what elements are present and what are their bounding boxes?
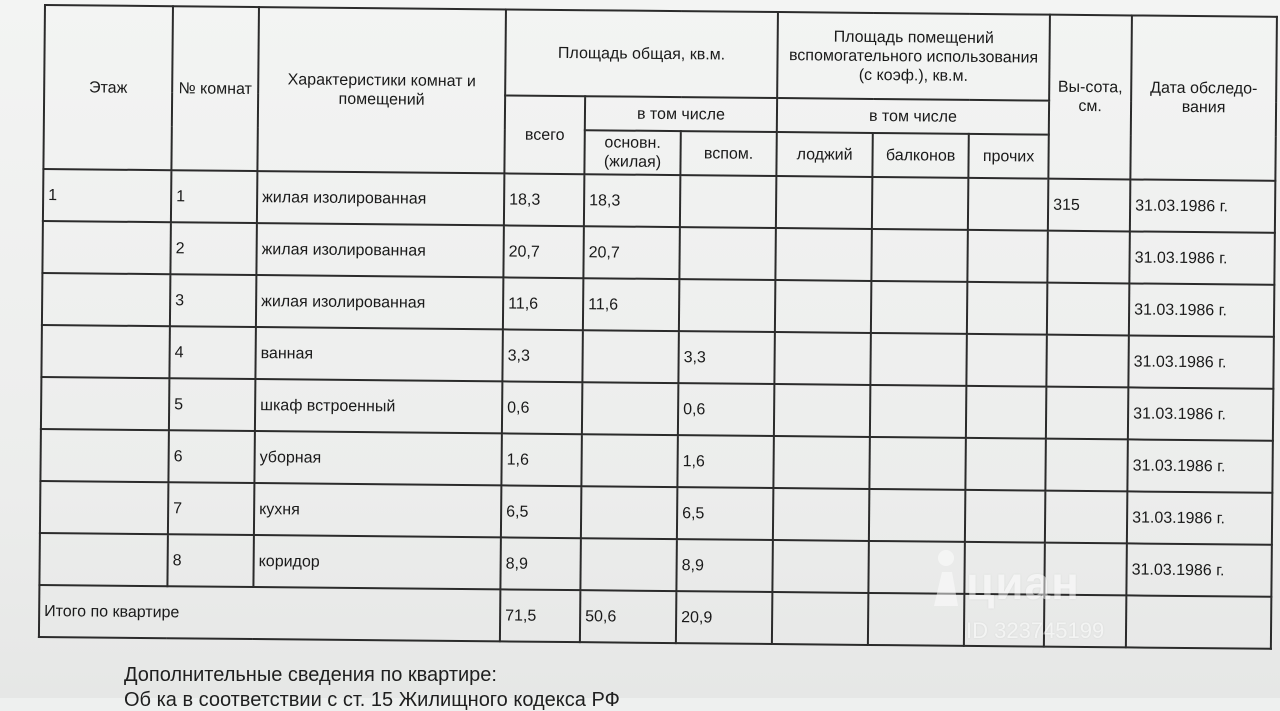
cell-room-no: 2 (170, 222, 256, 275)
cell-height (1045, 439, 1127, 492)
cell-date: 31.03.1986 г. (1127, 439, 1272, 492)
cell-height (1047, 231, 1129, 284)
cell-total: 18,3 (504, 173, 584, 226)
cell-other (964, 542, 1044, 595)
header-loggias: лоджий (776, 132, 872, 177)
cell-loggias (773, 436, 869, 489)
cell-room-name: коридор (253, 535, 500, 589)
cell-loggias (775, 228, 871, 281)
cell-room-name: жилая изолированная (257, 171, 504, 225)
cell-floor (40, 481, 168, 534)
header-auxiliary: вспом. (680, 131, 776, 176)
header-total-area: Площадь общая, кв.м. (505, 9, 778, 98)
cell-aux: 0,6 (678, 383, 775, 436)
cell-aux: 3,3 (678, 331, 775, 384)
cell-aux: 6,5 (677, 487, 774, 540)
header-height: Вы-сота, см. (1048, 15, 1132, 180)
cell-date: 31.03.1986 г. (1129, 283, 1274, 336)
header-characteristics: Характеристики комнат и помещений (257, 7, 506, 173)
cell-date: 31.03.1986 г. (1129, 231, 1274, 284)
cell-room-no: 5 (169, 378, 255, 431)
cell-height (1045, 491, 1127, 544)
watermark-id: ID 323745199 (966, 618, 1105, 643)
cell-main (581, 486, 677, 539)
cell-room-name: шкаф встроенный (255, 379, 502, 433)
cell-main (582, 330, 678, 383)
cell-room-name: ванная (255, 327, 502, 381)
cell-room-no: 3 (170, 274, 256, 327)
cell-other (965, 438, 1045, 491)
additional-info-line: Об ка в соответствии с ст. 15 Жилищного кодекса РФ (124, 689, 620, 711)
totals-aux: 20,9 (676, 591, 773, 644)
cell-total: 11,6 (503, 277, 583, 330)
cell-aux (679, 279, 776, 332)
cell-floor (41, 325, 169, 378)
header-floor: Этаж (43, 5, 173, 170)
cell-height: 315 (1048, 179, 1130, 232)
header-survey-date: Дата обследо-вания (1130, 15, 1277, 180)
cell-height (1046, 387, 1128, 440)
cell-other (965, 490, 1045, 543)
cell-balconies (872, 177, 968, 230)
cell-height (1047, 283, 1129, 336)
header-aux-area: Площадь помещений вспомогательного использования (с коэф.), кв.м. (777, 12, 1050, 101)
cell-total: 3,3 (502, 329, 582, 382)
apartment-explication-table (38, 4, 1278, 650)
cell-main (582, 382, 678, 435)
cell-main: 18,3 (584, 174, 680, 227)
cell-loggias (774, 332, 870, 385)
cell-balconies (868, 541, 964, 594)
cell-loggias (774, 384, 870, 437)
cell-height (1046, 335, 1128, 388)
cell-aux: 1,6 (677, 435, 774, 488)
cell-room-no: 7 (168, 482, 254, 535)
additional-info-heading: Дополнительные сведения по квартире: (124, 664, 497, 686)
cell-loggias (772, 540, 868, 593)
totals-height (1044, 595, 1126, 648)
cell-total: 20,7 (503, 225, 583, 278)
cell-height (1044, 543, 1126, 596)
cell-main (581, 434, 677, 487)
cell-aux (679, 227, 776, 280)
cell-room-name: жилая изолированная (256, 275, 503, 329)
cell-room-no: 4 (169, 326, 255, 379)
header-incl: в том числе (585, 96, 777, 132)
totals-balconies (868, 593, 964, 646)
header-balconies: балконов (872, 133, 968, 178)
cell-date: 31.03.1986 г. (1128, 335, 1273, 388)
cell-date: 31.03.1986 г. (1130, 179, 1275, 232)
totals-date (1126, 595, 1271, 648)
cell-room-no: 8 (167, 534, 253, 587)
header-aux-incl: в том числе (777, 98, 1049, 135)
totals-row (39, 585, 1271, 649)
cell-loggias (776, 176, 872, 229)
cell-room-no: 1 (171, 170, 257, 223)
cell-balconies (870, 333, 966, 386)
cell-other (967, 282, 1047, 335)
header-room-no: № комнат (171, 6, 259, 171)
cell-total: 0,6 (502, 381, 582, 434)
cell-room-no: 6 (168, 430, 254, 483)
cell-total: 8,9 (500, 537, 580, 590)
cell-total: 6,5 (501, 485, 581, 538)
cell-other (966, 386, 1046, 439)
watermark-brand: циан (966, 557, 1080, 609)
cell-balconies (870, 385, 966, 438)
header-main-living: основн. (жилая) (584, 130, 680, 175)
cell-balconies (869, 437, 965, 490)
cell-other (966, 334, 1046, 387)
cell-floor (42, 273, 170, 326)
cell-main (580, 538, 676, 591)
cell-room-name: кухня (254, 483, 501, 537)
cell-floor: 1 (43, 169, 171, 222)
cell-other (968, 178, 1048, 231)
cell-room-name: уборная (254, 431, 501, 485)
cell-balconies (871, 281, 967, 334)
cell-date: 31.03.1986 г. (1128, 387, 1273, 440)
cell-floor (41, 377, 169, 430)
cell-loggias (773, 488, 869, 541)
header-other: прочих (968, 134, 1048, 179)
cell-main: 20,7 (583, 226, 679, 279)
cell-aux (680, 175, 777, 228)
cell-total: 1,6 (501, 433, 581, 486)
cell-date: 31.03.1986 г. (1126, 543, 1271, 596)
cell-main: 11,6 (583, 278, 679, 331)
cell-loggias (775, 280, 871, 333)
totals-total: 71,5 (500, 589, 580, 642)
cell-aux: 8,9 (676, 539, 773, 592)
cell-room-name: жилая изолированная (256, 223, 503, 277)
header-total-all: всего (504, 95, 585, 174)
totals-other (964, 594, 1044, 647)
cell-other (967, 230, 1047, 283)
totals-loggias (772, 592, 868, 645)
cell-floor (42, 221, 170, 274)
cell-floor (39, 533, 167, 586)
cell-floor (40, 429, 168, 482)
totals-main: 50,6 (580, 590, 676, 643)
cell-balconies (871, 229, 967, 282)
totals-label: Итого по квартире (39, 585, 500, 641)
cell-date: 31.03.1986 г. (1127, 491, 1272, 544)
cell-balconies (869, 489, 965, 542)
